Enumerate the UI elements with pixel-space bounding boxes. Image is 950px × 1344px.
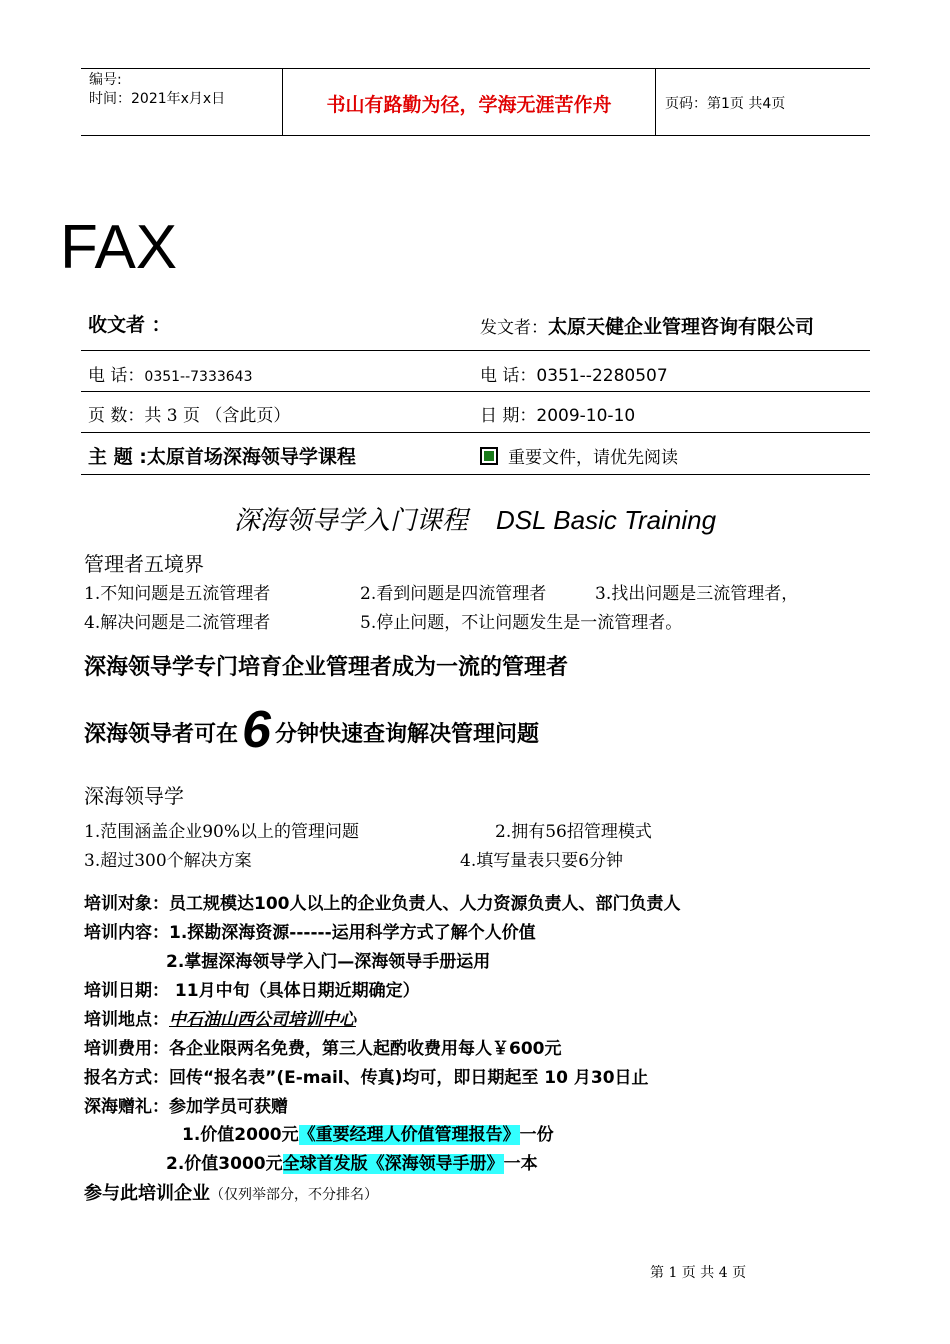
page-footer: 第 1 页 共 4 页 (650, 1265, 747, 1281)
training-content-1: 培训内容：1.探勘深海资源------运用科学方式了解个人价值 (84, 923, 536, 943)
subject-label: 主 题 : (88, 446, 147, 468)
training-gift-label: 深海赠礼：参加学员可获赠 (84, 1097, 288, 1117)
course-title-en: DSL Basic Training (495, 505, 717, 535)
dsl-feature-2: 2.拥有56招管理模式 (495, 822, 652, 842)
training-date: 培训日期： 11月中旬（具体日期近期确定） (84, 981, 420, 1001)
realm-item-5: 5.停止问题，不让问题发生是一流管理者。 (360, 613, 683, 633)
divider (81, 474, 870, 475)
participants-note: （仅列举部分，不分排名） (210, 1187, 378, 1203)
training-location-label: 培训地点： (84, 1010, 169, 1030)
priority-row (480, 443, 678, 468)
dsl-feature-1: 1.范围涵盖企业90%以上的管理问题 (84, 822, 360, 842)
slogan-2-post: 分钟快速查询解决管理问题 (274, 722, 539, 747)
gift-2-highlight: 全球首发版《深海领导手册》 (282, 1154, 504, 1174)
divider (81, 391, 870, 392)
sender-row (480, 312, 814, 339)
training-target: 培训对象：员工规模达100人以上的企业负责人、人力资源负责人、部门负责人 (84, 894, 681, 914)
participants-heading (84, 1179, 378, 1205)
divider (81, 350, 870, 351)
five-realms-heading: 管理者五境界 (84, 552, 204, 576)
realm-item-2: 2.看到问题是四流管理者 (360, 584, 547, 604)
training-location-value: 中石油山西公司培训中心 (169, 1010, 356, 1030)
training-fee: 培训费用：各企业限两名免费，第三人起酌收费用每人￥600元 (84, 1039, 562, 1059)
dsl-feature-3: 3.超过300个解决方案 (84, 851, 252, 871)
date-value: 2009-10-10 (536, 406, 636, 426)
course-title-cn: 深海领导学入门课程 (233, 506, 468, 536)
phone-left-row (88, 361, 253, 386)
pages-text: 页 数：共 3 页 （含此页） (88, 406, 291, 426)
training-content-2: 2.掌握深海领导学入门—深海领导手册运用 (166, 952, 491, 972)
serial-label: 编号: (89, 72, 122, 88)
motto: 书山有路勤为径，学海无涯苦作舟 (326, 94, 612, 116)
date-line: 时间：2021年x月x日 (89, 91, 226, 107)
page-info: 页码：第1页 共4页 (665, 96, 786, 112)
gift-1-pre: 1.价值2000元 (182, 1125, 299, 1145)
phone-right-value: 0351--2280507 (536, 366, 668, 386)
header-right-cell (655, 69, 870, 135)
sender-value: 太原天健企业管理咨询有限公司 (548, 316, 815, 338)
gift-1-highlight: 《重要经理人价值管理报告》 (298, 1125, 520, 1145)
realm-item-1: 1.不知问题是五流管理者 (84, 584, 271, 604)
gift-2-post: 一本 (503, 1154, 538, 1174)
slogan-1: 深海领导学专门培育企业管理者成为一流的管理者 (84, 655, 569, 680)
subject-row (88, 442, 356, 469)
date-row (480, 401, 635, 426)
gift-1-post: 一份 (519, 1125, 554, 1145)
date-label: 日 期： (480, 406, 537, 426)
phone-label-left: 电 话： (88, 366, 145, 386)
header-motto-cell (282, 69, 656, 135)
header-table (81, 68, 870, 136)
course-title (0, 500, 950, 537)
realm-item-3: 3.找出问题是三流管理者， (595, 584, 799, 604)
phone-right-row (480, 361, 668, 386)
dsl-feature-4: 4.填写量表只要6分钟 (460, 851, 624, 871)
sender-label: 发文者： (480, 318, 548, 338)
checkbox-icon (480, 447, 498, 465)
slogan-2-pre: 深海领导者可在 (84, 722, 239, 747)
realm-item-4: 4.解决问题是二流管理者 (84, 613, 271, 633)
slogan-2 (84, 700, 539, 760)
phone-left-value: 0351--7333643 (144, 369, 253, 385)
training-gift-1 (182, 1120, 554, 1145)
header-left-cell (81, 69, 282, 135)
fax-title: FAX (60, 213, 178, 282)
dsl-heading: 深海领导学 (84, 784, 184, 808)
training-location (84, 1005, 356, 1030)
slogan-2-number: 6 (242, 701, 271, 759)
priority-text: 重要文件，请优先阅读 (508, 448, 678, 468)
recipient-label: 收文者 ： (88, 314, 171, 336)
gift-2-pre: 2.价值3000元 (166, 1154, 283, 1174)
training-register: 报名方式：回传“报名表”(E-mail、传真)均可，即日期起至 10 月30日止 (84, 1068, 649, 1088)
training-gift-2 (166, 1149, 538, 1174)
subject-value: 太原首场深海领导学课程 (146, 446, 356, 468)
divider (81, 432, 870, 433)
participants-title: 参与此培训企业 (84, 1183, 210, 1204)
phone-label-right: 电 话： (480, 366, 537, 386)
